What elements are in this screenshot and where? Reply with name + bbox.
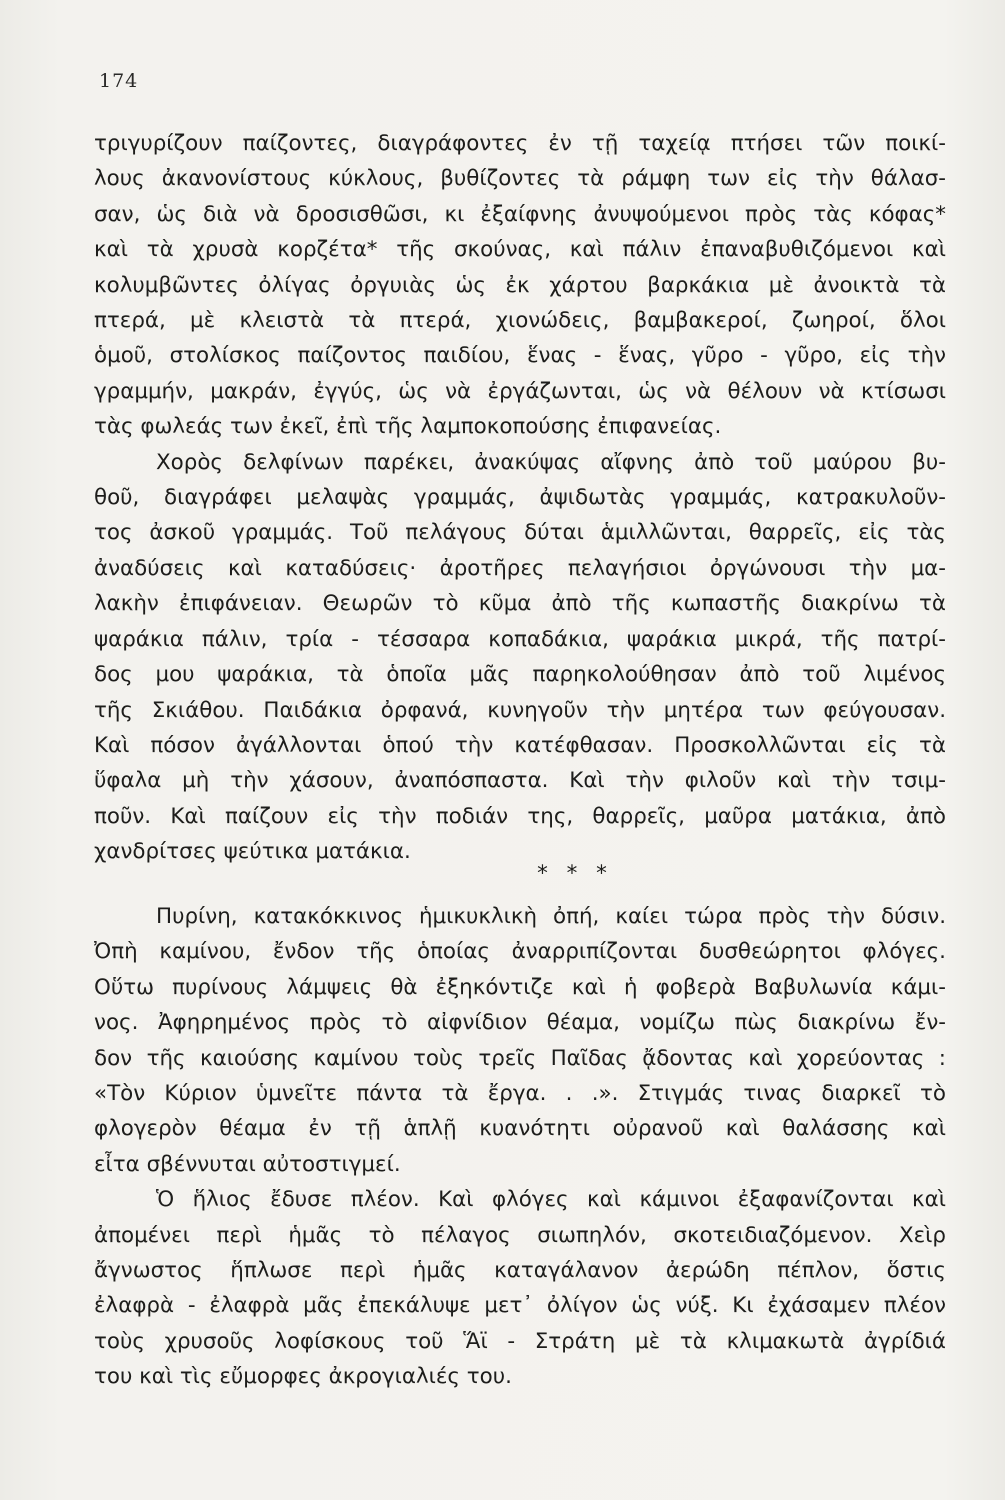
text-line: δον τῆς καιούσης καμίνου τοὺς τρεῖς Παῖδας ᾄδοντας καὶ χορεύοντας : [94,1045,946,1071]
text-line: καὶ τὰ χρυσὰ κορζέτα* τῆς σκούνας, καὶ πάλιν ἐπαναβυθιζόμενοι καὶ [94,237,946,263]
paragraph-2 [94,445,946,870]
text-line: ὁμοῦ, στολίσκος παίζοντος παιδίου, ἕνας - ἕνας, γῦρο - γῦρο, εἰς τὴν [94,343,946,369]
text-line: θοῦ, διαγράφει μελαψὰς γραμμάς, ἀψιδωτὰς γραμμάς, κατρακυλοῦν- [94,485,946,511]
text-line: πτερά, μὲ κλειστὰ τὰ πτερά, χιονώδεις, βαμβακεροί, ζωηροί, ὅλοι [94,308,946,334]
text-line: εἶτα σβέννυται αὐτοστιγμεί. [94,1151,401,1177]
section-separator: * * * [537,860,613,886]
text-line: Ὀπὴ καμίνου, ἔνδον τῆς ὁποίας ἀναρριπίζονται δυσθεώρητοι φλόγες. [94,939,946,965]
text-line: νος. Ἀφηρημένος πρὸς τὸ αἰφνίδιον θέαμα, νομίζω πὼς διακρίνω ἔν- [94,1010,946,1036]
text-line: ἀναδύσεις καὶ καταδύσεις· ἀροτῆρες πελαγήσιοι ὀργώνουσι τὴν μα- [94,555,946,581]
text-line: του καὶ τὶς εὔμορφες ἀκρογιαλιές του. [94,1364,512,1390]
text-line: ἀπομένει περὶ ἡμᾶς τὸ πέλαγος σιωπηλόν, σκοτειδιαζόμενον. Χεὶρ [94,1222,946,1248]
body-text [94,126,946,1395]
text-line: λακὴν ἐπιφάνειαν. Θεωρῶν τὸ κῦμα ἀπὸ τῆς κωπαστῆς διακρίνω τὰ [94,591,946,617]
text-line: τος ἀσκοῦ γραμμάς. Τοῦ πελάγους δύται ἁμιλλῶνται, θαρρεῖς, εἰς τὰς [94,520,946,546]
text-line: τριγυρίζουν παίζοντες, διαγράφοντες ἐν τῇ ταχείᾳ πτήσει τῶν ποικί- [94,131,946,156]
text-line: ποῦν. Καὶ παίζουν εἰς τὴν ποδιάν της, θαρρεῖς, μαῦρα ματάκια, ἀπὸ [94,803,946,829]
paragraph-3 [94,899,946,1182]
text-line: φλογερὸν θέαμα ἐν τῇ ἁπλῇ κυανότητι οὐρανοῦ καὶ θαλάσσης καὶ [94,1116,946,1142]
text-line: κολυμβῶντες ὀλίγας ὀργυιὰς ὡς ἐκ χάρτου βαρκάκια μὲ ἀνοικτὰ τὰ [94,272,946,298]
text-line: Πυρίνη, κατακόκκινος ἡμικυκλικὴ ὀπή, καίει τώρα πρὸς τὴν δύσιν. [156,903,946,929]
text-line: Καὶ πόσον ἀγάλλονται ὁπού τὴν κατέφθασαν. Προσκολλῶνται εἰς τὰ [94,732,946,758]
paragraph-1 [94,126,946,445]
text-line: Οὕτω πυρίνους λάμψεις θὰ ἐξηκόντιζε καὶ ἡ φοβερὰ Βαβυλωνία κάμι- [94,974,946,1000]
text-line: τῆς Σκιάθου. Παιδάκια ὀρφανά, κυνηγοῦν τὴν μητέρα των φεύγουσαν. [94,697,946,723]
text-line: τὰς φωλεάς των ἐκεῖ, ἐπὶ τῆς λαμποκοπούσης ἐπιφανείας. [94,414,722,440]
text-line: λους ἀκανονίστους κύκλους, βυθίζοντες τὰ ράμφη των εἰς τὴν θάλασ- [94,166,946,192]
page-number: 174 [99,70,139,92]
text-line: ὕφαλα μὴ τὴν χάσουν, ἀναπόσπαστα. Καὶ τὴν φιλοῦν καὶ τὴν τσιμ- [94,768,946,794]
text-line: τοὺς χρυσοῦς λοφίσκους τοῦ Ἅϊ - Στράτη μὲ τὰ κλιμακωτὰ ἀγρίδιά [94,1328,946,1354]
text-line: «Τὸν Κύριον ὑμνεῖτε πάντα τὰ ἔργα. . .». Στιγμάς τινας διαρκεῖ τὸ [94,1080,946,1106]
text-line: ἐλαφρὰ - ἐλαφρὰ μᾶς ἐπεκάλυψε μετ᾽ ὀλίγον ὡς νύξ. Κι ἐχάσαμεν πλέον [94,1293,946,1319]
text-line: δος μου ψαράκια, τὰ ὁποῖα μᾶς παρηκολούθησαν ἀπὸ τοῦ λιμένος [94,662,946,688]
text-line: γραμμήν, μακράν, ἐγγύς, ὡς νὰ ἐργάζωνται, ὡς νὰ θέλουν νὰ κτίσωσι [94,378,946,404]
text-line: Ὁ ἥλιος ἔδυσε πλέον. Καὶ φλόγες καὶ κάμινοι ἐξαφανίζονται καὶ [156,1187,946,1213]
text-line: ψαράκια πάλιν, τρία - τέσσαρα κοπαδάκια, ψαράκια μικρά, τῆς πατρί- [94,626,946,652]
text-line: Χορὸς δελφίνων παρέκει, ἀνακύψας αἴφνης ἀπὸ τοῦ μαύρου βυ- [156,449,946,475]
text-line: ἄγνωστος ἥπλωσε περὶ ἡμᾶς καταγάλανον ἀερώδη πέπλον, ὅστις [94,1257,946,1283]
text-line: χανδρίτσες ψεύτικα ματάκια. [94,839,411,865]
text-line: σαν, ὡς διὰ νὰ δροσισθῶσι, κι ἐξαίφνης ἀνυψούμενοι πρὸς τὰς κόφας* [94,201,946,227]
paragraph-4 [94,1182,946,1394]
